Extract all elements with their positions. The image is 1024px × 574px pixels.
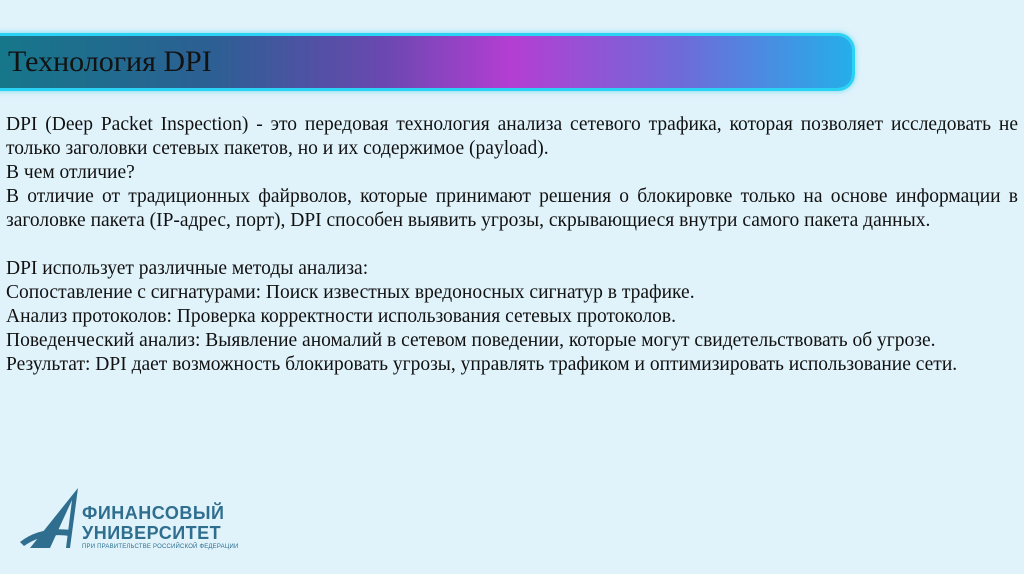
slide-title: Технология DPI	[8, 45, 212, 78]
paragraph-question: В чем отличие?	[6, 162, 135, 183]
paragraph-signatures: Сопоставление с сигнатурами: Поиск известных вредоносных сигнатур в трафике.	[6, 282, 695, 303]
university-logo	[20, 486, 280, 554]
logo-line-1: ФИНАНСОВЫЙ	[82, 503, 225, 523]
slide-body	[6, 113, 1018, 377]
paragraph-difference: В отличие от традиционных файрволов, которые принимают решения о блокировке только на основе информации в заголовке пакета (IP-адрес, порт), DPI способен выявить угрозы, скрывающиеся внутри самого пакета данных.	[6, 186, 1018, 231]
paragraph-definition: DPI (Deep Packet Inspection) - это передовая технология анализа сетевого трафика, которая позволяет исследовать не только заголовки сетевых пакетов, но и их содержимое (payload).	[6, 114, 1018, 159]
paragraph-protocols: Анализ протоколов: Проверка корректности использования сетевых протоколов.	[6, 306, 677, 327]
title-bar	[0, 36, 852, 88]
university-sail-logo-icon	[20, 486, 82, 550]
paragraph-methods-intro: DPI использует различные методы анализа:	[6, 258, 369, 279]
logo-line-2: УНИВЕРСИТЕТ	[82, 523, 222, 543]
paragraph-result: Результат: DPI дает возможность блокировать угрозы, управлять трафиком и оптимизировать использование сети.	[6, 354, 958, 375]
logo-line-3: ПРИ ПРАВИТЕЛЬСТВЕ РОССИЙСКОЙ ФЕДЕРАЦИИ	[82, 544, 239, 550]
paragraph-behavior: Поведенческий анализ: Выявление аномалий в сетевом поведении, которые могут свидетельствовать об угрозе.	[6, 330, 936, 351]
spacer	[6, 233, 1018, 257]
